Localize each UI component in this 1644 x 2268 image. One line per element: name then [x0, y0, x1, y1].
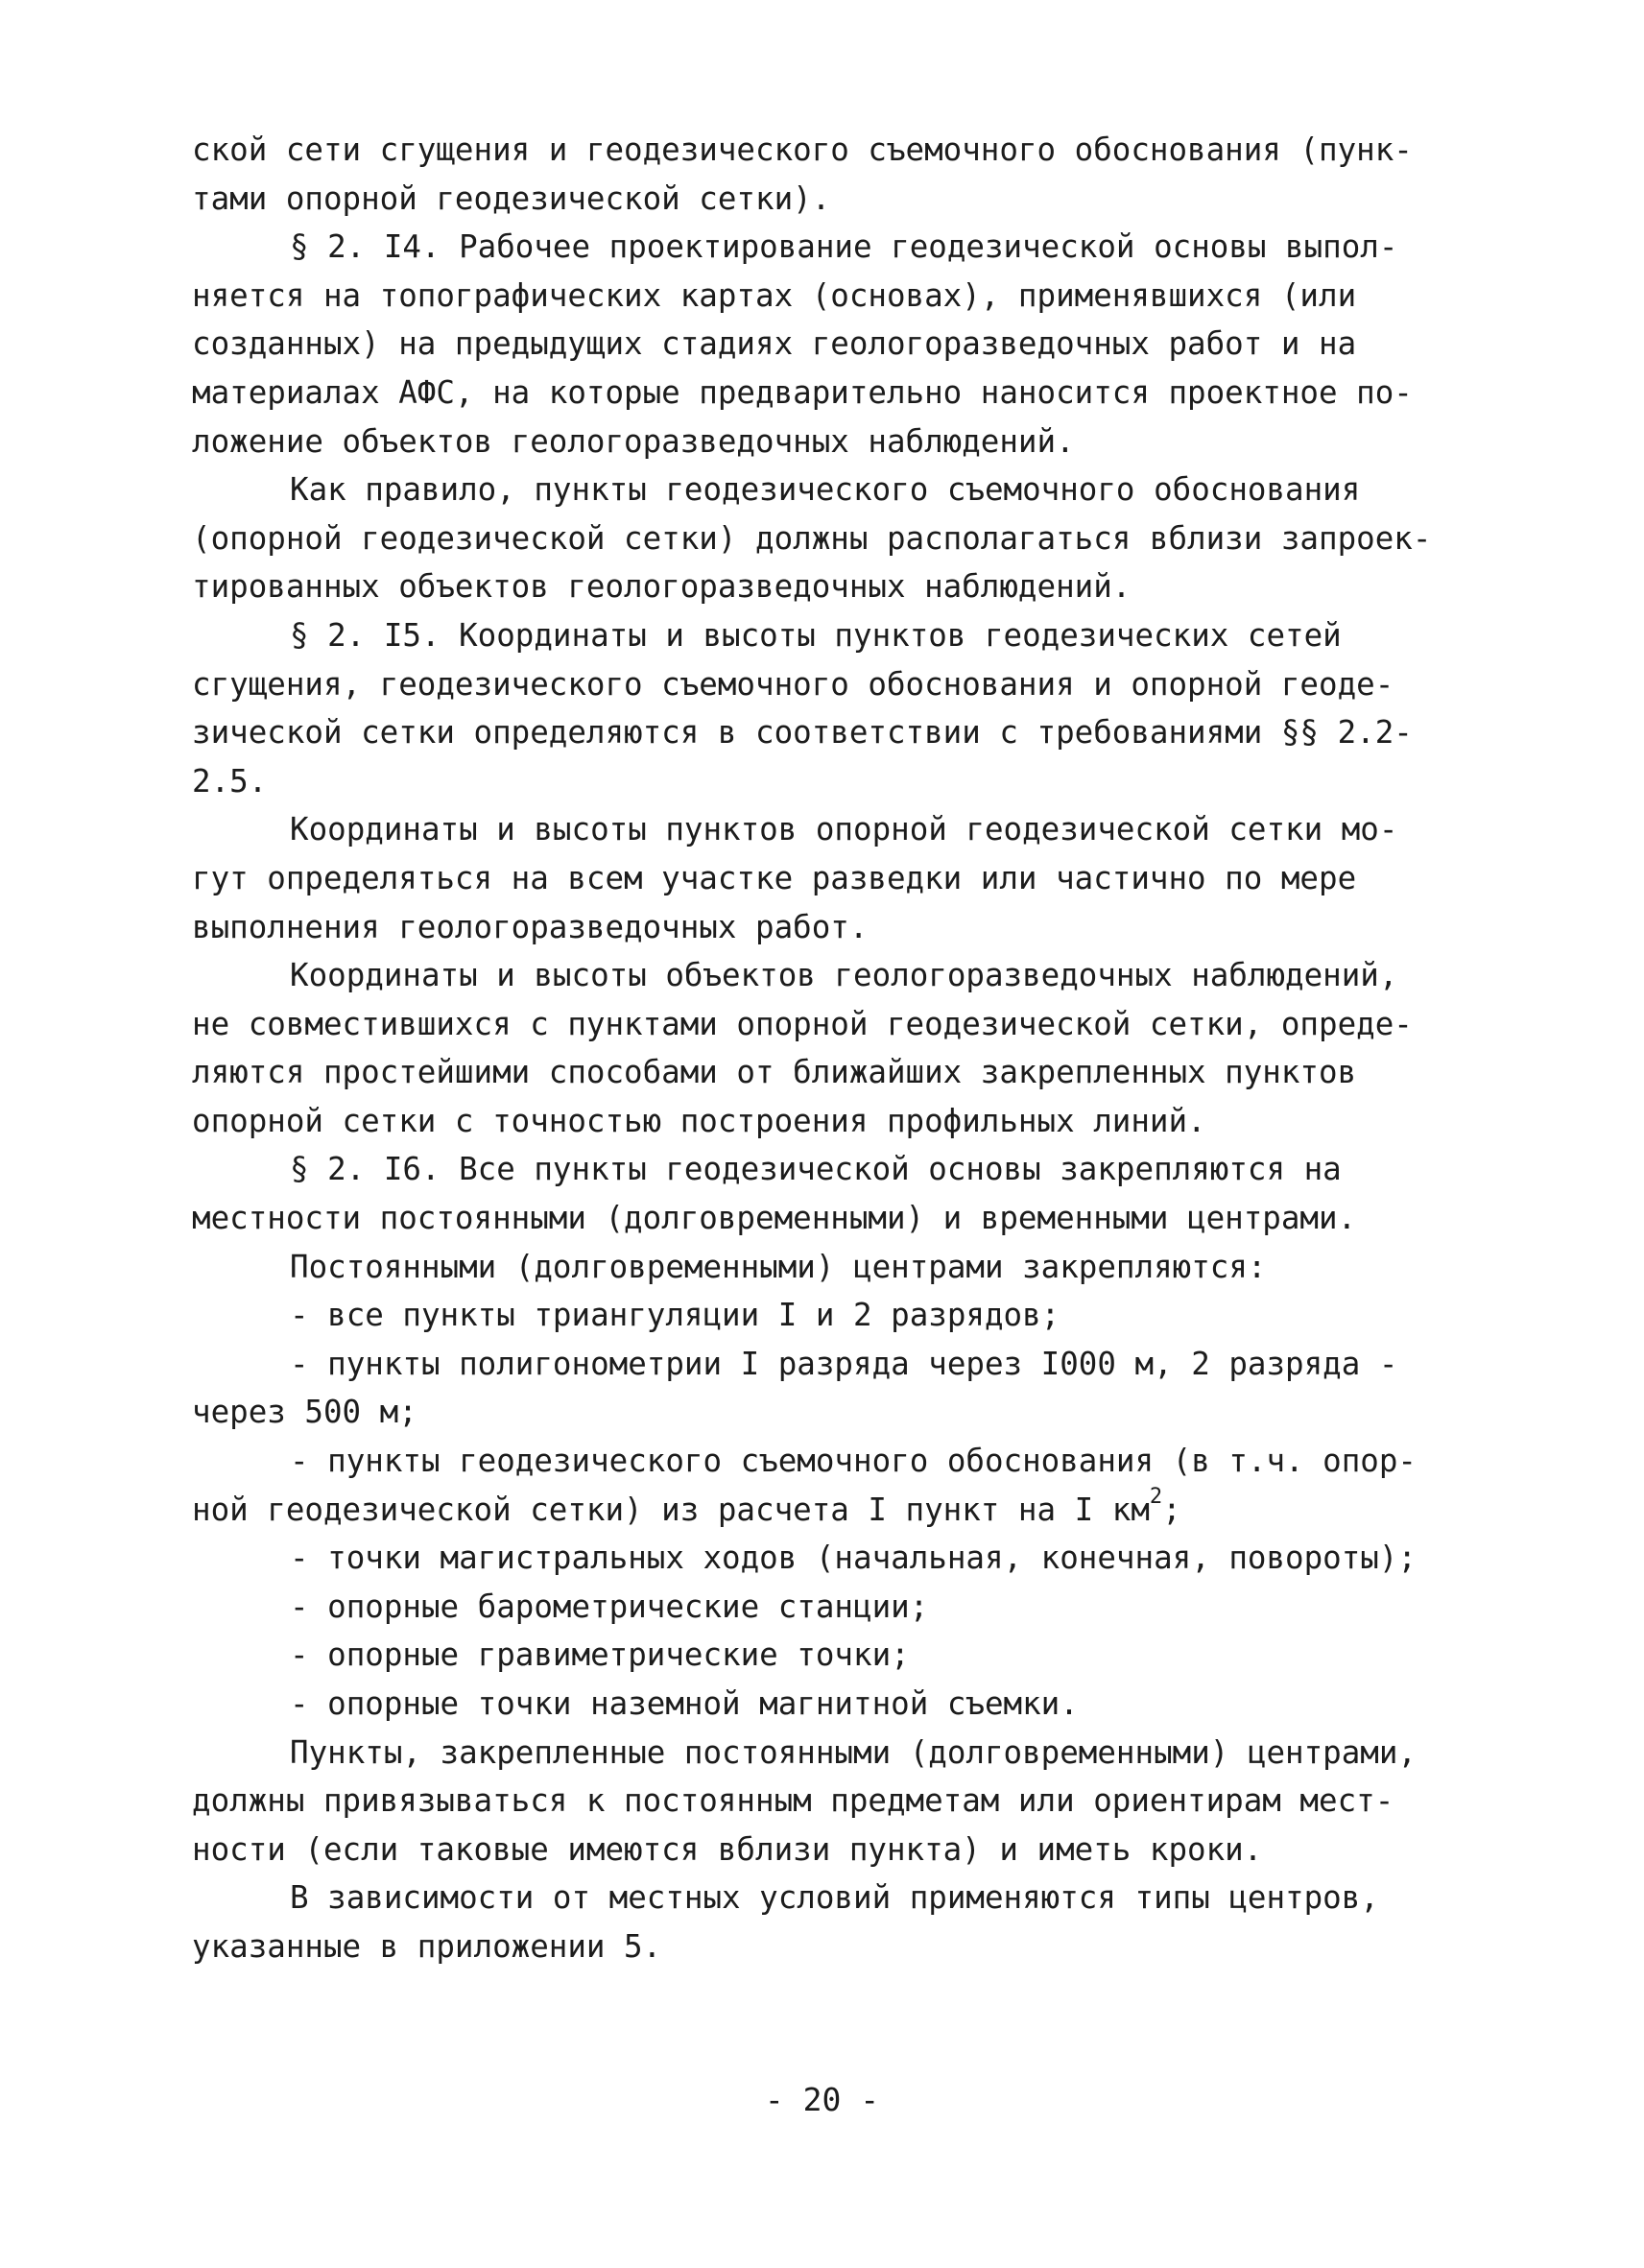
text-line: материалах АФС, на которые предварительно наносится проектное по-: [192, 373, 1413, 411]
text-line: зической сетки определяются в соответствии с требованиями §§ 2.2-: [192, 714, 1413, 752]
text-line: ляются простейшими способами от ближайших закрепленных пунктов: [192, 1054, 1357, 1091]
list-item: - опорные барометрические станции;: [290, 1588, 929, 1625]
body-text: [192, 126, 1478, 1971]
paragraph-start-line: В зависимости от местных условий применяются типы центров,: [290, 1879, 1379, 1917]
list-item: - опорные гравиметрические точки;: [290, 1636, 910, 1674]
text-line: выполнения геологоразведочных работ.: [192, 908, 869, 945]
text-line: тами опорной геодезической сетки).: [192, 179, 831, 217]
paragraph-start-line: Постоянными (долговременными) центрами закрепляются:: [290, 1248, 1267, 1285]
list-item: - пункты полигонометрии I разряда через I000 м, 2 разряда -: [290, 1345, 1398, 1382]
list-item: - пункты геодезического съемочного обоснования (в т.ч. опор-: [290, 1443, 1417, 1480]
text-line: сгущения, геодезического съемочного обоснования и опорной геоде-: [192, 665, 1394, 703]
section-2-16-heading-line: § 2. I6. Все пункты геодезической основы закрепляются на: [290, 1151, 1342, 1188]
line-end-punctuation: ;: [1162, 1491, 1181, 1528]
section-2-15-heading-line: § 2. I5. Координаты и высоты пунктов геодезических сетей: [290, 616, 1342, 654]
list-item: - опорные точки наземной магнитной съемки.: [290, 1685, 1079, 1722]
list-item: - точки магистральных ходов (начальная, конечная, повороты);: [290, 1540, 1417, 1577]
text-line: указанные в приложении 5.: [192, 1927, 662, 1965]
text-line: тированных объектов геологоразведочных наблюдений.: [192, 568, 1132, 606]
paragraph-start-line: Координаты и высоты объектов геологоразведочных наблюдений,: [290, 957, 1398, 994]
text-fragment: ной геодезической сетки) из расчета I пункт на I км: [192, 1491, 1150, 1528]
list-item-continuation: [192, 1486, 1478, 1535]
text-line: (опорной геодезической сетки) должны располагаться вблизи запроек-: [192, 519, 1432, 557]
paragraph-start-line: Как правило, пункты геодезического съемочного обоснования: [290, 471, 1361, 509]
text-line: 2.5.: [192, 762, 268, 800]
text-line: должны привязываться к постоянным предметам или ориентирам мест-: [192, 1782, 1394, 1820]
text-line: ности (если таковые имеются вблизи пункта) и иметь кроки.: [192, 1830, 1263, 1868]
paragraph-start-line: Координаты и высоты пунктов опорной геодезической сетки мо-: [290, 811, 1398, 848]
text-line: ложение объектов геологоразведочных наблюдений.: [192, 422, 1075, 460]
superscript-exponent: 2: [1149, 1484, 1163, 1509]
section-2-14-heading-line: § 2. I4. Рабочее проектирование геодезической основы выпол-: [290, 228, 1398, 266]
list-item: - все пункты триангуляции I и 2 разрядов;: [290, 1297, 1060, 1334]
text-line: няется на топографических картах (основах), применявшихся (или: [192, 276, 1357, 314]
text-line: ской сети сгущения и геодезического съемочного обоснования (пунк-: [192, 131, 1413, 168]
text-line: гут определяться на всем участке разведки или частично по мере: [192, 859, 1357, 896]
text-line: опорной сетки с точностью построения профильных линий.: [192, 1102, 1206, 1139]
text-line: местности постоянными (долговременными) и временными центрами.: [192, 1200, 1357, 1237]
page-number: - 20 -: [764, 2081, 880, 2118]
text-line: не совместившихся с пунктами опорной геодезической сетки, опреде-: [192, 1005, 1413, 1042]
paragraph-start-line: Пункты, закрепленные постоянными (долговременными) центрами,: [290, 1733, 1417, 1771]
text-line: созданных) на предыдущих стадиях геологоразведочных работ и на: [192, 325, 1357, 363]
list-item-continuation: через 500 м;: [192, 1394, 417, 1431]
